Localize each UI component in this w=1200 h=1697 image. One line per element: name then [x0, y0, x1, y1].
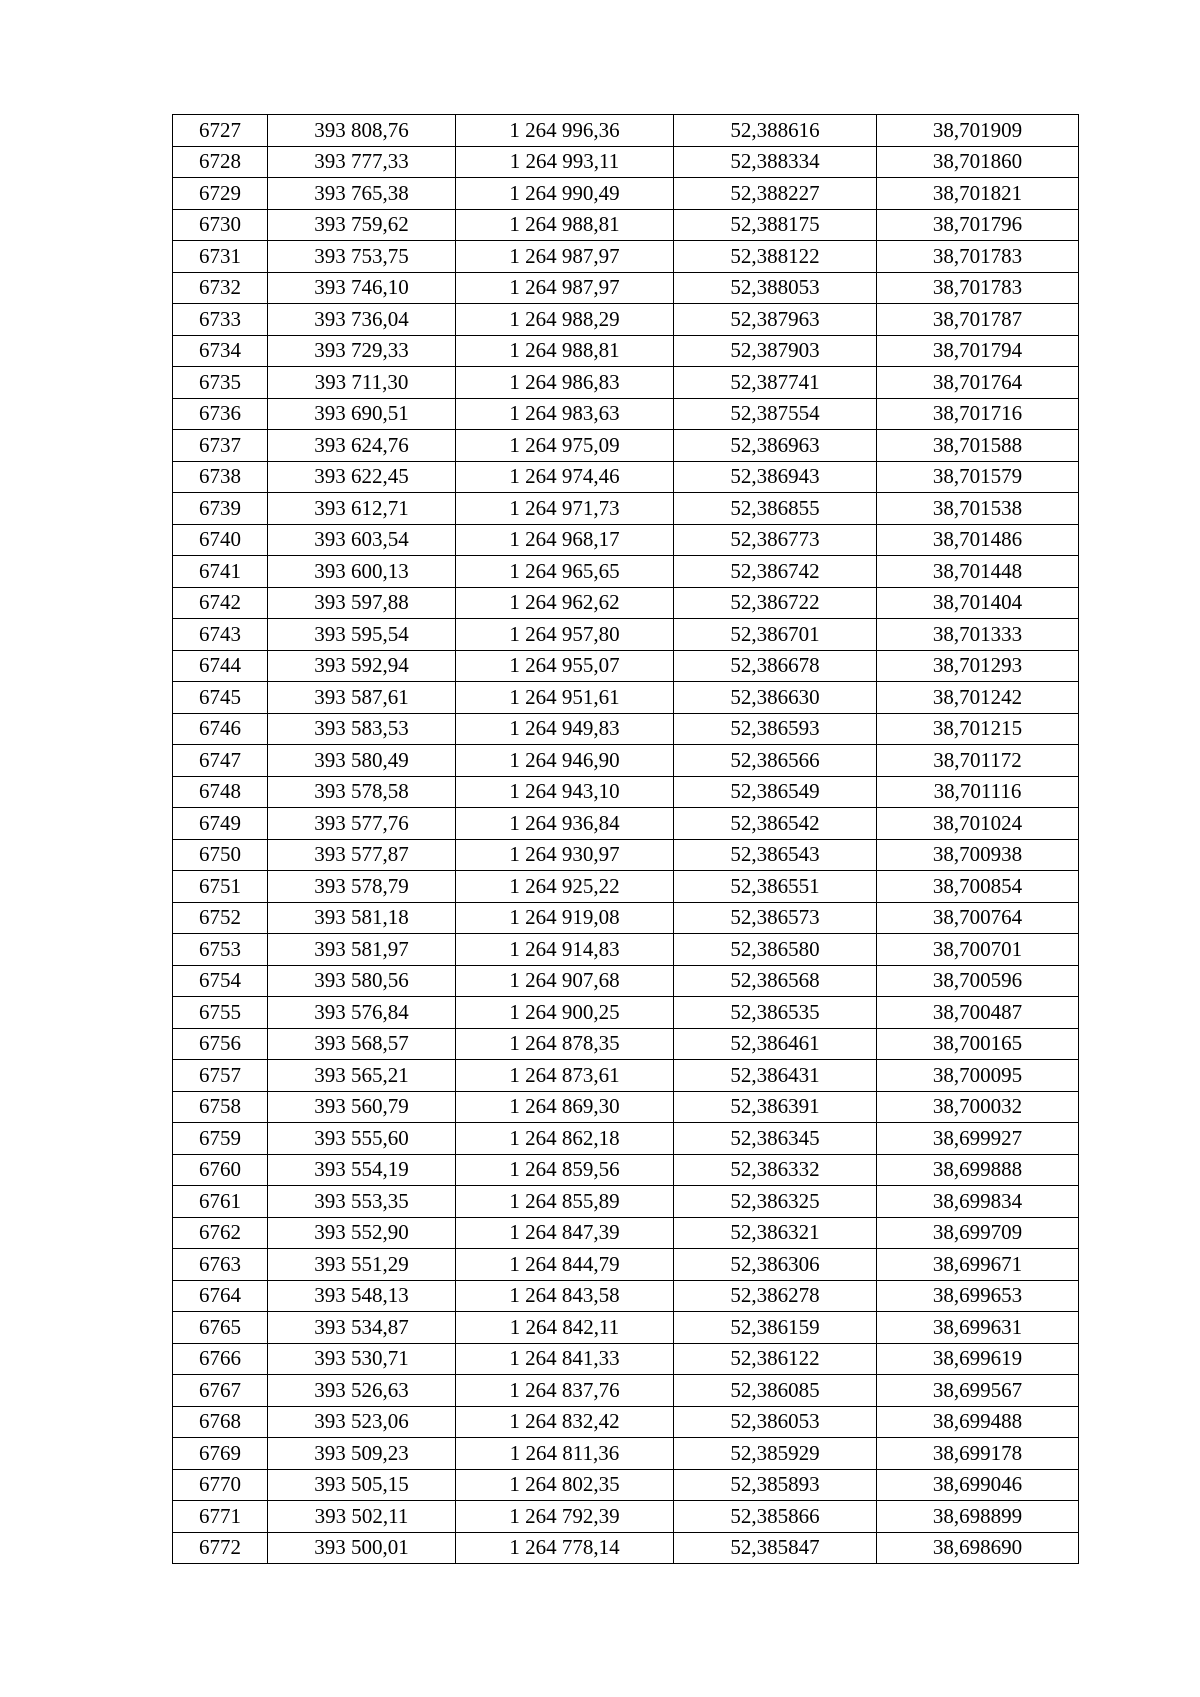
latitude-cell: 52,386325 [674, 1186, 877, 1218]
latitude-cell: 52,386573 [674, 902, 877, 934]
y-coordinate-cell: 1 264 993,11 [456, 146, 674, 178]
y-coordinate-cell: 1 264 955,07 [456, 650, 674, 682]
y-coordinate-cell: 1 264 988,81 [456, 335, 674, 367]
point-number-cell: 6734 [173, 335, 268, 367]
x-coordinate-cell: 393 765,38 [268, 178, 456, 210]
longitude-cell: 38,699046 [877, 1469, 1079, 1501]
latitude-cell: 52,386551 [674, 871, 877, 903]
y-coordinate-cell: 1 264 837,76 [456, 1375, 674, 1407]
x-coordinate-cell: 393 597,88 [268, 587, 456, 619]
point-number-cell: 6732 [173, 272, 268, 304]
table-row [173, 871, 1079, 903]
table-row [173, 1469, 1079, 1501]
table-row [173, 115, 1079, 147]
table-row [173, 650, 1079, 682]
table-row [173, 1186, 1079, 1218]
latitude-cell: 52,385866 [674, 1501, 877, 1533]
table-row [173, 1501, 1079, 1533]
x-coordinate-cell: 393 553,35 [268, 1186, 456, 1218]
latitude-cell: 52,386742 [674, 556, 877, 588]
x-coordinate-cell: 393 555,60 [268, 1123, 456, 1155]
longitude-cell: 38,700095 [877, 1060, 1079, 1092]
longitude-cell: 38,698899 [877, 1501, 1079, 1533]
x-coordinate-cell: 393 502,11 [268, 1501, 456, 1533]
longitude-cell: 38,701821 [877, 178, 1079, 210]
y-coordinate-cell: 1 264 900,25 [456, 997, 674, 1029]
point-number-cell: 6742 [173, 587, 268, 619]
table-row [173, 367, 1079, 399]
longitude-cell: 38,701333 [877, 619, 1079, 651]
latitude-cell: 52,386306 [674, 1249, 877, 1281]
table-row [173, 209, 1079, 241]
y-coordinate-cell: 1 264 957,80 [456, 619, 674, 651]
x-coordinate-cell: 393 592,94 [268, 650, 456, 682]
y-coordinate-cell: 1 264 930,97 [456, 839, 674, 871]
x-coordinate-cell: 393 580,56 [268, 965, 456, 997]
point-number-cell: 6758 [173, 1091, 268, 1123]
latitude-cell: 52,386722 [674, 587, 877, 619]
y-coordinate-cell: 1 264 996,36 [456, 115, 674, 147]
table-row [173, 839, 1079, 871]
table-row [173, 934, 1079, 966]
x-coordinate-cell: 393 746,10 [268, 272, 456, 304]
latitude-cell: 52,386278 [674, 1280, 877, 1312]
x-coordinate-cell: 393 548,13 [268, 1280, 456, 1312]
point-number-cell: 6729 [173, 178, 268, 210]
point-number-cell: 6770 [173, 1469, 268, 1501]
point-number-cell: 6727 [173, 115, 268, 147]
longitude-cell: 38,700764 [877, 902, 1079, 934]
point-number-cell: 6728 [173, 146, 268, 178]
latitude-cell: 52,386542 [674, 808, 877, 840]
longitude-cell: 38,701764 [877, 367, 1079, 399]
x-coordinate-cell: 393 581,97 [268, 934, 456, 966]
longitude-cell: 38,701716 [877, 398, 1079, 430]
x-coordinate-cell: 393 554,19 [268, 1154, 456, 1186]
longitude-cell: 38,701588 [877, 430, 1079, 462]
latitude-cell: 52,387554 [674, 398, 877, 430]
latitude-cell: 52,386122 [674, 1343, 877, 1375]
latitude-cell: 52,386773 [674, 524, 877, 556]
point-number-cell: 6769 [173, 1438, 268, 1470]
x-coordinate-cell: 393 523,06 [268, 1406, 456, 1438]
point-number-cell: 6772 [173, 1532, 268, 1564]
longitude-cell: 38,701860 [877, 146, 1079, 178]
latitude-cell: 52,386568 [674, 965, 877, 997]
x-coordinate-cell: 393 587,61 [268, 682, 456, 714]
point-number-cell: 6740 [173, 524, 268, 556]
y-coordinate-cell: 1 264 842,11 [456, 1312, 674, 1344]
point-number-cell: 6768 [173, 1406, 268, 1438]
longitude-cell: 38,699888 [877, 1154, 1079, 1186]
table-row [173, 902, 1079, 934]
point-number-cell: 6745 [173, 682, 268, 714]
point-number-cell: 6761 [173, 1186, 268, 1218]
table-row [173, 682, 1079, 714]
latitude-cell: 52,386855 [674, 493, 877, 525]
y-coordinate-cell: 1 264 951,61 [456, 682, 674, 714]
latitude-cell: 52,388334 [674, 146, 877, 178]
point-number-cell: 6731 [173, 241, 268, 273]
longitude-cell: 38,699709 [877, 1217, 1079, 1249]
longitude-cell: 38,699631 [877, 1312, 1079, 1344]
x-coordinate-cell: 393 711,30 [268, 367, 456, 399]
latitude-cell: 52,386321 [674, 1217, 877, 1249]
longitude-cell: 38,700487 [877, 997, 1079, 1029]
table-row [173, 493, 1079, 525]
table-row [173, 1438, 1079, 1470]
latitude-cell: 52,386701 [674, 619, 877, 651]
x-coordinate-cell: 393 600,13 [268, 556, 456, 588]
latitude-cell: 52,386391 [674, 1091, 877, 1123]
table-row [173, 1091, 1079, 1123]
latitude-cell: 52,386332 [674, 1154, 877, 1186]
longitude-cell: 38,701783 [877, 241, 1079, 273]
x-coordinate-cell: 393 565,21 [268, 1060, 456, 1092]
x-coordinate-cell: 393 777,33 [268, 146, 456, 178]
latitude-cell: 52,386593 [674, 713, 877, 745]
latitude-cell: 52,386085 [674, 1375, 877, 1407]
y-coordinate-cell: 1 264 859,56 [456, 1154, 674, 1186]
latitude-cell: 52,387963 [674, 304, 877, 336]
longitude-cell: 38,699671 [877, 1249, 1079, 1281]
point-number-cell: 6749 [173, 808, 268, 840]
x-coordinate-cell: 393 578,79 [268, 871, 456, 903]
longitude-cell: 38,699834 [877, 1186, 1079, 1218]
y-coordinate-cell: 1 264 844,79 [456, 1249, 674, 1281]
longitude-cell: 38,700165 [877, 1028, 1079, 1060]
x-coordinate-cell: 393 583,53 [268, 713, 456, 745]
y-coordinate-cell: 1 264 946,90 [456, 745, 674, 777]
x-coordinate-cell: 393 808,76 [268, 115, 456, 147]
latitude-cell: 52,386963 [674, 430, 877, 462]
point-number-cell: 6735 [173, 367, 268, 399]
x-coordinate-cell: 393 551,29 [268, 1249, 456, 1281]
longitude-cell: 38,701909 [877, 115, 1079, 147]
longitude-cell: 38,699653 [877, 1280, 1079, 1312]
coordinates-table [172, 114, 1079, 1564]
latitude-cell: 52,386535 [674, 997, 877, 1029]
x-coordinate-cell: 393 530,71 [268, 1343, 456, 1375]
point-number-cell: 6733 [173, 304, 268, 336]
latitude-cell: 52,386630 [674, 682, 877, 714]
point-number-cell: 6744 [173, 650, 268, 682]
y-coordinate-cell: 1 264 971,73 [456, 493, 674, 525]
y-coordinate-cell: 1 264 862,18 [456, 1123, 674, 1155]
y-coordinate-cell: 1 264 975,09 [456, 430, 674, 462]
table-row [173, 1154, 1079, 1186]
y-coordinate-cell: 1 264 987,97 [456, 272, 674, 304]
point-number-cell: 6753 [173, 934, 268, 966]
x-coordinate-cell: 393 736,04 [268, 304, 456, 336]
y-coordinate-cell: 1 264 811,36 [456, 1438, 674, 1470]
x-coordinate-cell: 393 624,76 [268, 430, 456, 462]
table-row [173, 965, 1079, 997]
longitude-cell: 38,700938 [877, 839, 1079, 871]
x-coordinate-cell: 393 552,90 [268, 1217, 456, 1249]
point-number-cell: 6762 [173, 1217, 268, 1249]
y-coordinate-cell: 1 264 990,49 [456, 178, 674, 210]
longitude-cell: 38,701116 [877, 776, 1079, 808]
table-row [173, 146, 1079, 178]
x-coordinate-cell: 393 690,51 [268, 398, 456, 430]
y-coordinate-cell: 1 264 869,30 [456, 1091, 674, 1123]
x-coordinate-cell: 393 505,15 [268, 1469, 456, 1501]
table-row [173, 398, 1079, 430]
latitude-cell: 52,385893 [674, 1469, 877, 1501]
table-row [173, 1532, 1079, 1564]
y-coordinate-cell: 1 264 841,33 [456, 1343, 674, 1375]
y-coordinate-cell: 1 264 778,14 [456, 1532, 674, 1564]
point-number-cell: 6751 [173, 871, 268, 903]
point-number-cell: 6754 [173, 965, 268, 997]
x-coordinate-cell: 393 753,75 [268, 241, 456, 273]
table-row [173, 556, 1079, 588]
longitude-cell: 38,699488 [877, 1406, 1079, 1438]
y-coordinate-cell: 1 264 943,10 [456, 776, 674, 808]
x-coordinate-cell: 393 622,45 [268, 461, 456, 493]
x-coordinate-cell: 393 577,76 [268, 808, 456, 840]
table-row [173, 745, 1079, 777]
longitude-cell: 38,701579 [877, 461, 1079, 493]
y-coordinate-cell: 1 264 802,35 [456, 1469, 674, 1501]
point-number-cell: 6766 [173, 1343, 268, 1375]
longitude-cell: 38,701796 [877, 209, 1079, 241]
longitude-cell: 38,701448 [877, 556, 1079, 588]
point-number-cell: 6756 [173, 1028, 268, 1060]
table-row [173, 1060, 1079, 1092]
longitude-cell: 38,701024 [877, 808, 1079, 840]
y-coordinate-cell: 1 264 949,83 [456, 713, 674, 745]
coordinates-table-body [173, 115, 1079, 1564]
y-coordinate-cell: 1 264 907,68 [456, 965, 674, 997]
table-row [173, 1343, 1079, 1375]
longitude-cell: 38,699178 [877, 1438, 1079, 1470]
longitude-cell: 38,698690 [877, 1532, 1079, 1564]
point-number-cell: 6736 [173, 398, 268, 430]
x-coordinate-cell: 393 500,01 [268, 1532, 456, 1564]
y-coordinate-cell: 1 264 965,65 [456, 556, 674, 588]
y-coordinate-cell: 1 264 914,83 [456, 934, 674, 966]
longitude-cell: 38,701538 [877, 493, 1079, 525]
point-number-cell: 6752 [173, 902, 268, 934]
latitude-cell: 52,386543 [674, 839, 877, 871]
longitude-cell: 38,700032 [877, 1091, 1079, 1123]
longitude-cell: 38,699619 [877, 1343, 1079, 1375]
longitude-cell: 38,701486 [877, 524, 1079, 556]
latitude-cell: 52,388227 [674, 178, 877, 210]
x-coordinate-cell: 393 603,54 [268, 524, 456, 556]
longitude-cell: 38,701783 [877, 272, 1079, 304]
y-coordinate-cell: 1 264 936,84 [456, 808, 674, 840]
longitude-cell: 38,701404 [877, 587, 1079, 619]
longitude-cell: 38,701215 [877, 713, 1079, 745]
latitude-cell: 52,386461 [674, 1028, 877, 1060]
point-number-cell: 6757 [173, 1060, 268, 1092]
latitude-cell: 52,388122 [674, 241, 877, 273]
y-coordinate-cell: 1 264 843,58 [456, 1280, 674, 1312]
x-coordinate-cell: 393 578,58 [268, 776, 456, 808]
latitude-cell: 52,386053 [674, 1406, 877, 1438]
x-coordinate-cell: 393 576,84 [268, 997, 456, 1029]
table-row [173, 461, 1079, 493]
latitude-cell: 52,387903 [674, 335, 877, 367]
x-coordinate-cell: 393 560,79 [268, 1091, 456, 1123]
latitude-cell: 52,385847 [674, 1532, 877, 1564]
x-coordinate-cell: 393 580,49 [268, 745, 456, 777]
x-coordinate-cell: 393 526,63 [268, 1375, 456, 1407]
table-row [173, 1312, 1079, 1344]
latitude-cell: 52,386580 [674, 934, 877, 966]
longitude-cell: 38,699567 [877, 1375, 1079, 1407]
point-number-cell: 6750 [173, 839, 268, 871]
latitude-cell: 52,387741 [674, 367, 877, 399]
y-coordinate-cell: 1 264 983,63 [456, 398, 674, 430]
table-row [173, 1123, 1079, 1155]
latitude-cell: 52,386678 [674, 650, 877, 682]
table-row [173, 178, 1079, 210]
point-number-cell: 6730 [173, 209, 268, 241]
table-row [173, 524, 1079, 556]
latitude-cell: 52,386159 [674, 1312, 877, 1344]
x-coordinate-cell: 393 581,18 [268, 902, 456, 934]
table-row [173, 335, 1079, 367]
y-coordinate-cell: 1 264 847,39 [456, 1217, 674, 1249]
latitude-cell: 52,386549 [674, 776, 877, 808]
table-row [173, 587, 1079, 619]
y-coordinate-cell: 1 264 792,39 [456, 1501, 674, 1533]
y-coordinate-cell: 1 264 968,17 [456, 524, 674, 556]
y-coordinate-cell: 1 264 988,81 [456, 209, 674, 241]
point-number-cell: 6737 [173, 430, 268, 462]
table-row [173, 430, 1079, 462]
x-coordinate-cell: 393 612,71 [268, 493, 456, 525]
x-coordinate-cell: 393 729,33 [268, 335, 456, 367]
point-number-cell: 6747 [173, 745, 268, 777]
table-row [173, 1249, 1079, 1281]
latitude-cell: 52,388175 [674, 209, 877, 241]
y-coordinate-cell: 1 264 873,61 [456, 1060, 674, 1092]
table-row [173, 1028, 1079, 1060]
y-coordinate-cell: 1 264 962,62 [456, 587, 674, 619]
y-coordinate-cell: 1 264 919,08 [456, 902, 674, 934]
point-number-cell: 6739 [173, 493, 268, 525]
x-coordinate-cell: 393 509,23 [268, 1438, 456, 1470]
longitude-cell: 38,701787 [877, 304, 1079, 336]
x-coordinate-cell: 393 534,87 [268, 1312, 456, 1344]
longitude-cell: 38,701794 [877, 335, 1079, 367]
longitude-cell: 38,700701 [877, 934, 1079, 966]
longitude-cell: 38,701242 [877, 682, 1079, 714]
point-number-cell: 6759 [173, 1123, 268, 1155]
point-number-cell: 6746 [173, 713, 268, 745]
point-number-cell: 6741 [173, 556, 268, 588]
table-row [173, 272, 1079, 304]
x-coordinate-cell: 393 568,57 [268, 1028, 456, 1060]
latitude-cell: 52,386345 [674, 1123, 877, 1155]
longitude-cell: 38,700596 [877, 965, 1079, 997]
table-row [173, 1280, 1079, 1312]
table-row [173, 713, 1079, 745]
latitude-cell: 52,388616 [674, 115, 877, 147]
point-number-cell: 6764 [173, 1280, 268, 1312]
longitude-cell: 38,701172 [877, 745, 1079, 777]
x-coordinate-cell: 393 759,62 [268, 209, 456, 241]
y-coordinate-cell: 1 264 925,22 [456, 871, 674, 903]
longitude-cell: 38,699927 [877, 1123, 1079, 1155]
y-coordinate-cell: 1 264 878,35 [456, 1028, 674, 1060]
point-number-cell: 6760 [173, 1154, 268, 1186]
point-number-cell: 6771 [173, 1501, 268, 1533]
point-number-cell: 6748 [173, 776, 268, 808]
latitude-cell: 52,386566 [674, 745, 877, 777]
latitude-cell: 52,388053 [674, 272, 877, 304]
table-row [173, 241, 1079, 273]
y-coordinate-cell: 1 264 855,89 [456, 1186, 674, 1218]
latitude-cell: 52,386431 [674, 1060, 877, 1092]
y-coordinate-cell: 1 264 832,42 [456, 1406, 674, 1438]
table-row [173, 776, 1079, 808]
y-coordinate-cell: 1 264 988,29 [456, 304, 674, 336]
point-number-cell: 6738 [173, 461, 268, 493]
x-coordinate-cell: 393 595,54 [268, 619, 456, 651]
point-number-cell: 6743 [173, 619, 268, 651]
table-row [173, 808, 1079, 840]
table-row [173, 1217, 1079, 1249]
longitude-cell: 38,700854 [877, 871, 1079, 903]
latitude-cell: 52,385929 [674, 1438, 877, 1470]
point-number-cell: 6767 [173, 1375, 268, 1407]
table-row [173, 1406, 1079, 1438]
table-row [173, 997, 1079, 1029]
point-number-cell: 6765 [173, 1312, 268, 1344]
y-coordinate-cell: 1 264 974,46 [456, 461, 674, 493]
table-row [173, 619, 1079, 651]
x-coordinate-cell: 393 577,87 [268, 839, 456, 871]
point-number-cell: 6763 [173, 1249, 268, 1281]
table-row [173, 1375, 1079, 1407]
table-row [173, 304, 1079, 336]
point-number-cell: 6755 [173, 997, 268, 1029]
y-coordinate-cell: 1 264 986,83 [456, 367, 674, 399]
y-coordinate-cell: 1 264 987,97 [456, 241, 674, 273]
latitude-cell: 52,386943 [674, 461, 877, 493]
longitude-cell: 38,701293 [877, 650, 1079, 682]
